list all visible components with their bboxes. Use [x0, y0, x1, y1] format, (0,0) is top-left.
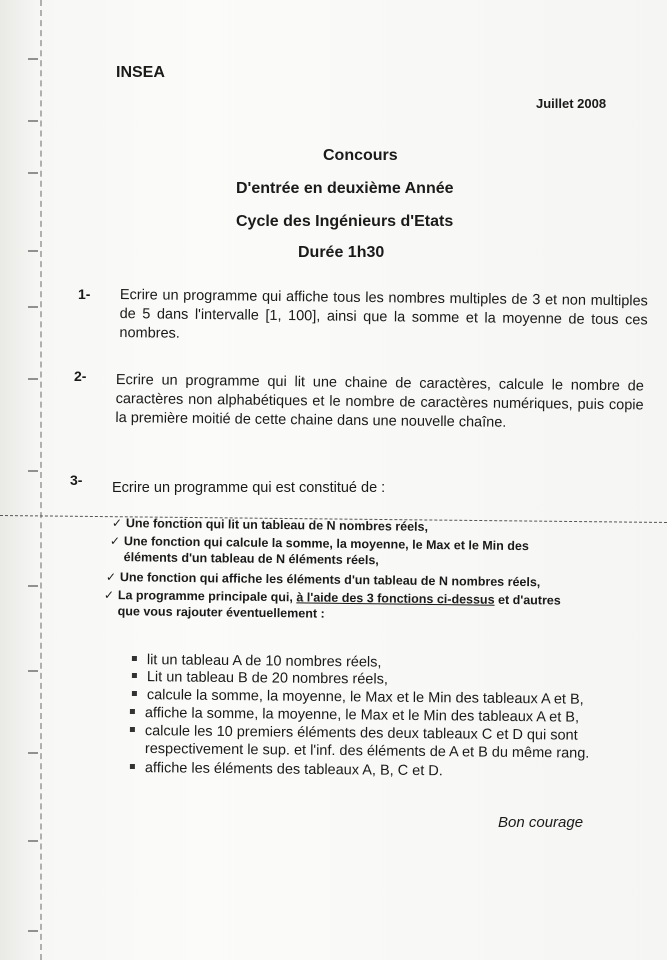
- margin-mark: [28, 58, 38, 60]
- square-bullet-icon: [130, 709, 135, 714]
- check-icon: ✓: [109, 533, 121, 549]
- exam-date: Juillet 2008: [536, 96, 607, 111]
- margin-mark: [28, 306, 38, 308]
- square-bullet-icon: [132, 656, 137, 661]
- margin-mark: [28, 930, 38, 932]
- square-bullet-icon: [132, 691, 137, 696]
- margin-mark: [28, 172, 38, 174]
- question-3-number: 3-: [70, 472, 83, 488]
- question-2-number: 2-: [74, 368, 87, 384]
- margin-mark: [28, 378, 38, 380]
- title-cycle: Cycle des Ingénieurs d'Etats: [236, 213, 454, 230]
- title-entry-year: D'entrée en deuxième Année: [236, 180, 454, 197]
- square-bullet-icon: [130, 764, 135, 769]
- function-item-display: ✓ Une fonction qui affiche les éléments d'un tableau de N nombres réels,: [105, 569, 541, 590]
- margin-mark: [28, 585, 38, 587]
- step-item: affiche les éléments des tableaux A, B, C et D.: [130, 759, 443, 780]
- margin-punch-marks: [28, 0, 42, 960]
- margin-mark: [28, 840, 38, 842]
- check-icon: ✓: [105, 569, 117, 585]
- function-item-read: ✓ Une fonction qui lit un tableau de N nombres réels,: [111, 515, 429, 534]
- question-2-text: Ecrire un programme qui lit une chaine de caractères, calcule le nombre de caractères non alphabétiques et le nombre de caractères numériques, puis copie la première moitié de cette chaine dans une nouvelle chaîne.: [115, 371, 644, 431]
- school-name: INSEA: [116, 64, 165, 81]
- margin-mark: [28, 670, 38, 672]
- question-3-text: Ecrire un programme qui est constitué de :: [112, 480, 386, 496]
- title-concours: Concours: [323, 147, 398, 164]
- step-item: calcule la somme, la moyenne, le Max et le Min des tableaux A et B,: [132, 686, 584, 709]
- step-item-continuation: respectivement le sup. et l'inf. des éléments de A et B du même rang.: [144, 740, 590, 762]
- margin-mark: [28, 470, 38, 472]
- step-item: lit un tableau A de 10 nombres réels,: [132, 651, 382, 672]
- check-icon: ✓: [111, 515, 123, 531]
- question-1-text: Ecrire un programme qui affiche tous les nombres multiples de 3 et non multiples de 5 dans l'intervalle [1, 100], ainsi que la somme et la moyenne de tous ces nombres.: [119, 286, 648, 342]
- function-item-main: ✓ La programme principale qui, à l'aide des 3 fonctions ci-dessus et d'autres que vous rajouter éventuellement :: [103, 587, 561, 621]
- margin-mark: [28, 752, 38, 754]
- question-1-number: 1-: [78, 286, 91, 302]
- margin-mark: [28, 250, 38, 252]
- step-item: calcule les 10 premiers éléments des deux tableaux C et D qui sont: [130, 722, 578, 745]
- square-bullet-icon: [132, 673, 137, 678]
- step-item: affiche la somme, la moyenne, le Max et le Min des tableaux A et B,: [130, 704, 579, 727]
- square-bullet-icon: [130, 727, 135, 732]
- title-duration: Durée 1h30: [298, 244, 385, 261]
- function-item-compute: ✓ Une fonction qui calcule la somme, la moyenne, le Max et le Min des éléments d'un tableau de N éléments réels,: [109, 533, 529, 568]
- margin-mark: [28, 120, 38, 122]
- signoff: Bon courage: [498, 814, 584, 831]
- step-item: Lit un tableau B de 20 nombres réels,: [132, 668, 388, 689]
- check-icon: ✓: [103, 587, 115, 603]
